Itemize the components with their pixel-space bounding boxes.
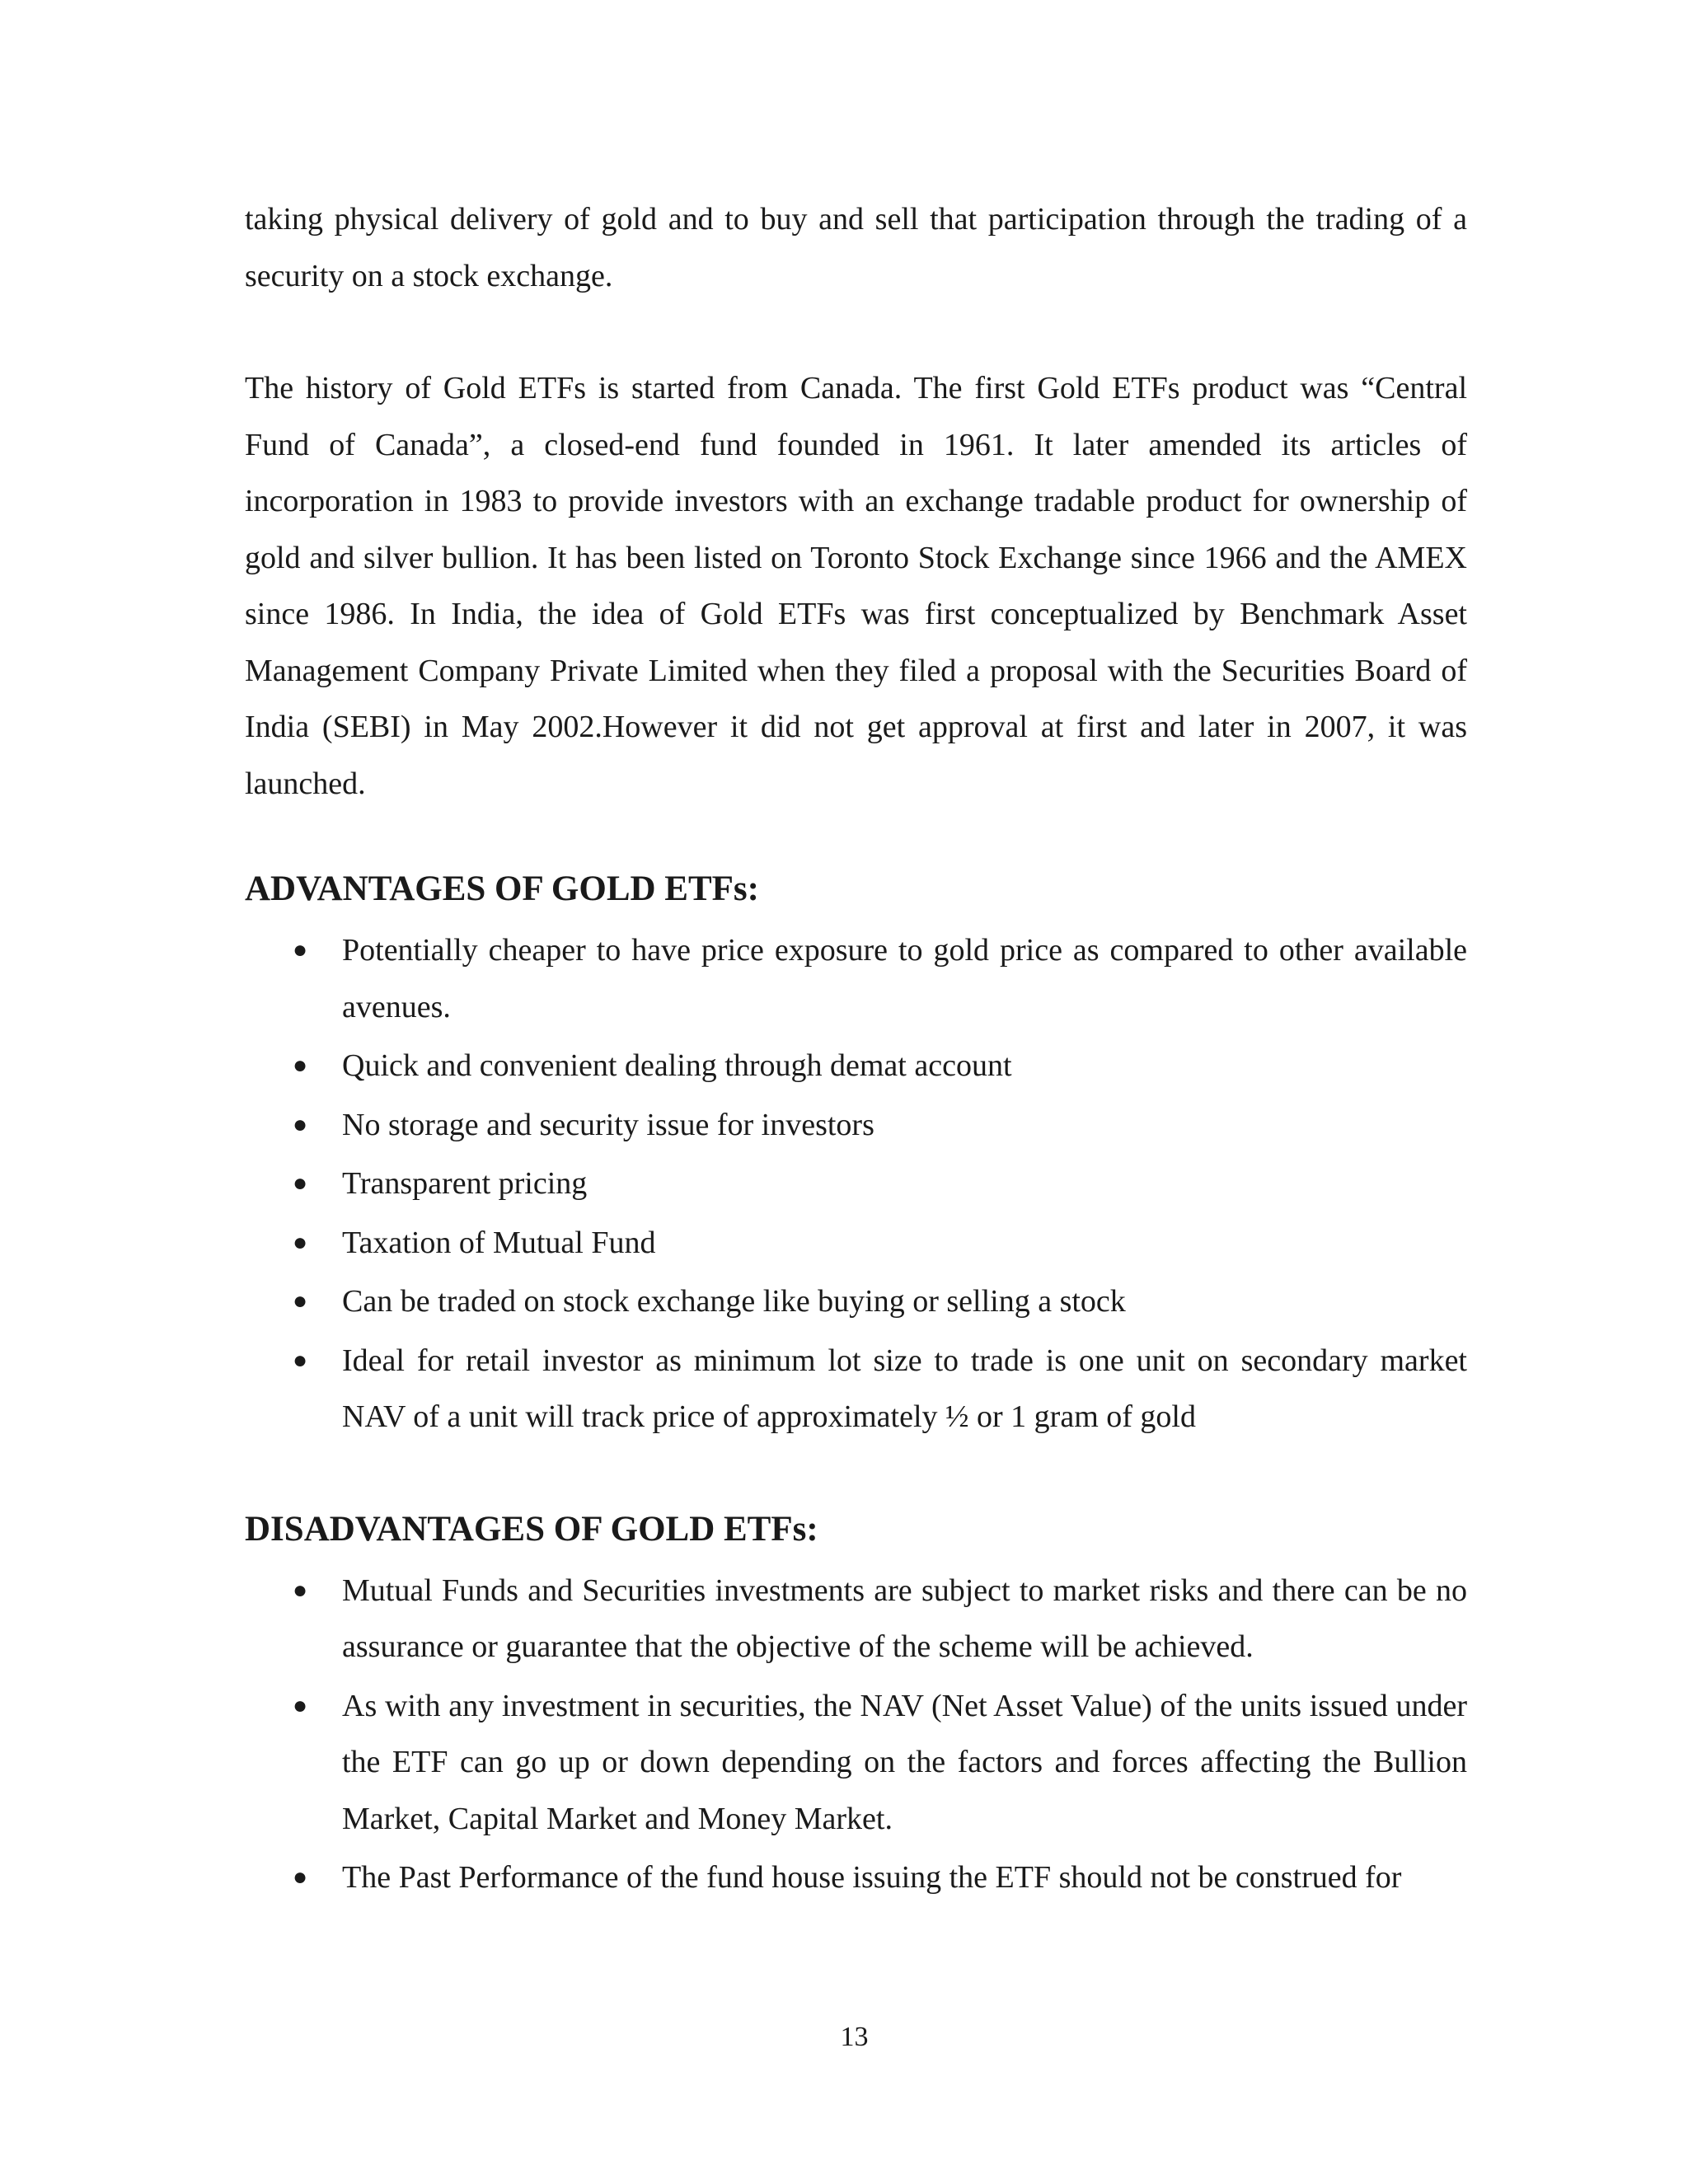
list-item [245,922,1467,1035]
list-item [245,1038,1467,1094]
list-item-text: Mutual Funds and Securities investments are subject to market risks and there can be no assurance or guarantee that the objective of the scheme will be achieved. [342,1572,1467,1664]
list-item-text: Quick and convenient dealing through demat account [342,1048,1012,1083]
list-item-text: Can be traded on stock exchange like buying or selling a stock [342,1284,1126,1319]
list-item-text: As with any investment in securities, the NAV (Net Asset Value) of the units issued under the ETF can go up or down depending on the factors and forces affecting the Bullion Market, Capital Market and Money Market. [342,1688,1467,1836]
list-item-text: Taxation of Mutual Fund [342,1225,656,1260]
list-item [245,1215,1467,1272]
disadvantages-list [245,1563,1467,1906]
bullet-icon: ● [293,1169,308,1197]
bullet-icon: ● [293,1110,308,1138]
advantages-list [245,922,1467,1446]
history-paragraph: The history of Gold ETFs is started from Canada. The first Gold ETFs product was “Central Fund of Canada”, a closed-end fund founded in 1961. It later amended its articles of incorporation in 1983 to provide investors with an exchange tradable product for ownership of gold and silver bullion. It has been listed on Toronto Stock Exchange since 1966 and the AMEX since 1986. In India, the idea of Gold ETFs was first conceptualized by Benchmark Asset Management Company Private Limited when they filed a proposal with the Securities Board of India (SEBI) in May 2002.However it did not get approval at first and later in 2007, it was launched. [245,371,1467,801]
list-item-text: Ideal for retail investor as minimum lot size to trade is one unit on secondary market NAV of a unit will track price of approximately ½ or 1 gram of gold [342,1343,1467,1434]
list-item-text: No storage and security issue for investors [342,1107,874,1142]
bullet-icon: ● [293,936,308,963]
bullet-icon: ● [293,1576,308,1604]
list-item [245,1849,1467,1906]
bullet-icon: ● [293,1228,308,1256]
advantages-heading: ADVANTAGES OF GOLD ETFs: [245,869,759,908]
list-item [245,1273,1467,1330]
list-item [245,1563,1467,1675]
page-number: 13 [840,2022,869,2052]
bullet-icon: ● [293,1691,308,1719]
bullet-icon: ● [293,1052,308,1079]
list-item [245,1333,1467,1446]
list-item [245,1155,1467,1212]
list-item-text: The Past Performance of the fund house issuing the ETF should not be construed for [342,1860,1402,1895]
bullet-icon: ● [293,1863,308,1891]
list-item-text: Transparent pricing [342,1166,588,1201]
list-item [245,1678,1467,1848]
list-item [245,1097,1467,1154]
list-item-text: Potentially cheaper to have price exposure to gold price as compared to other available avenues. [342,933,1467,1024]
bullet-icon: ● [293,1346,308,1374]
disadvantages-heading: DISADVANTAGES OF GOLD ETFs: [245,1509,818,1549]
continuation-paragraph: taking physical delivery of gold and to buy and sell that participation through the trading of a security on a stock exchange. [245,202,1467,293]
bullet-icon: ● [293,1287,308,1315]
document-body [245,191,1467,1909]
